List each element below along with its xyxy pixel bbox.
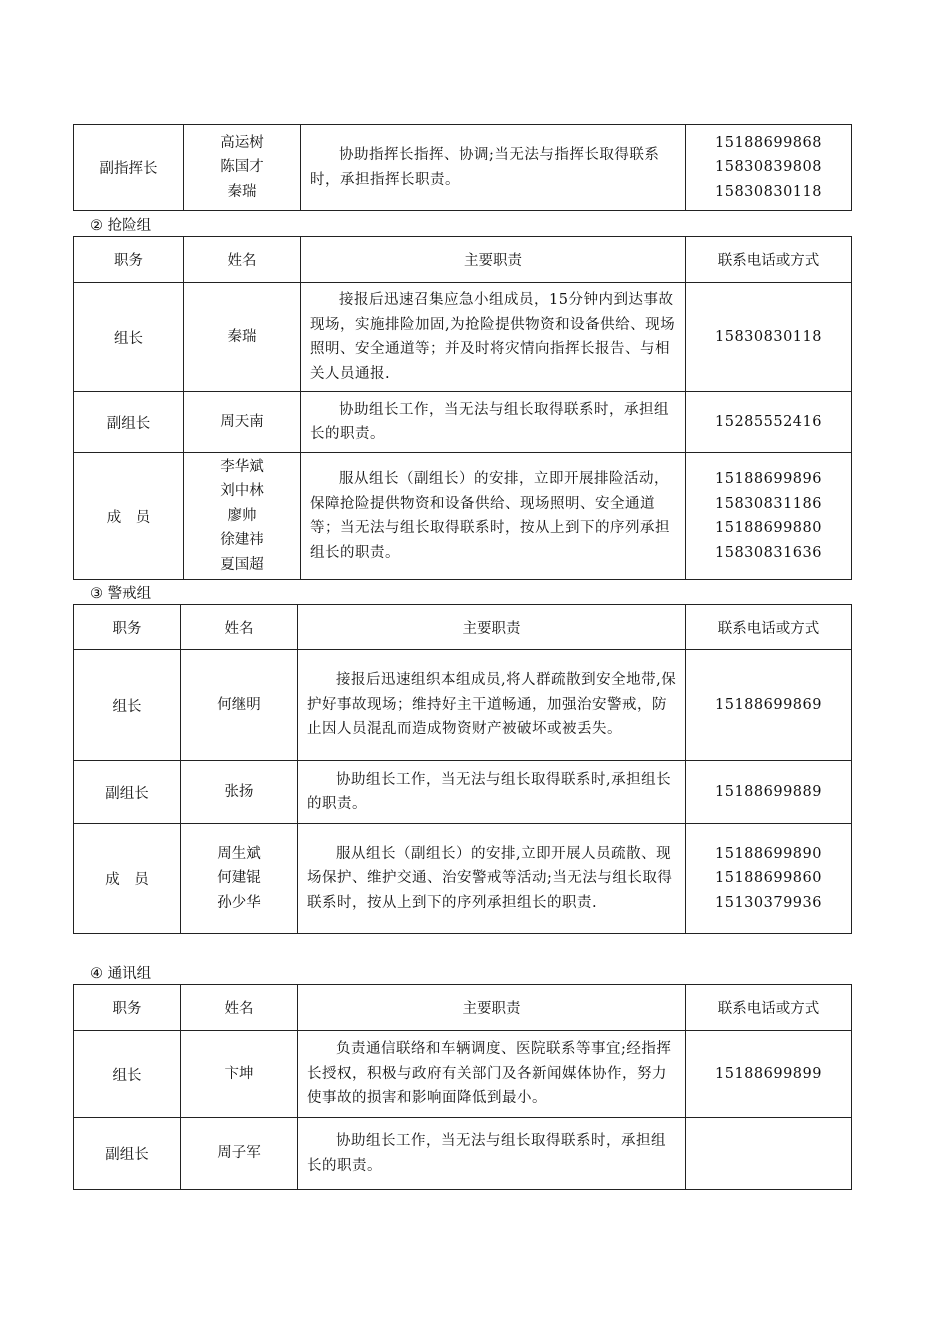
phone: 15830831186 [715, 495, 822, 512]
table-row [74, 392, 852, 453]
comm-table [73, 984, 852, 1190]
names-cell [184, 283, 301, 392]
table-row [74, 125, 852, 211]
duty-cell [301, 125, 686, 211]
header-row [74, 605, 852, 650]
name: 高运树 [220, 134, 264, 151]
names-cell [184, 453, 301, 580]
phones-cell [686, 1118, 852, 1190]
phone: 15188699899 [715, 1065, 822, 1082]
role-cell: 副指挥长 [74, 125, 184, 211]
phone: 15830831636 [715, 544, 822, 561]
phone: 15188699868 [715, 134, 822, 151]
name: 李华斌 [220, 458, 264, 475]
role-cell: 组长 [74, 1031, 181, 1118]
phones-cell [686, 283, 852, 392]
role-cell: 副组长 [74, 761, 181, 824]
phone: 15830830118 [715, 183, 822, 200]
names-cell [181, 650, 298, 761]
role-cell: 成 员 [74, 824, 181, 934]
duty-text: 接报后迅速召集应急小组成员，15分钟内到达事故现场，实施排险加固,为抢险提供物资和设备供给、现场照明、安全通道等；并及时将灾情向指挥长报告、与相关人员通报. [310, 292, 676, 382]
names-cell [181, 761, 298, 824]
name: 何建锟 [217, 870, 261, 887]
duty-cell [298, 824, 686, 934]
duty-text: 接报后迅速组织本组成员,将人群疏散到安全地带,保护好事故现场；维持好主干道畅通，加强治安警戒，防止因人员混乱而造成物资财产被破坏或被丢失。 [307, 672, 677, 738]
name: 廖帅 [227, 507, 257, 524]
name: 陈国才 [220, 159, 264, 176]
role-cell: 副组长 [74, 1118, 181, 1190]
phones-cell [686, 824, 852, 934]
phone: 15188699880 [715, 520, 822, 536]
duty-cell [298, 1031, 686, 1118]
phones-cell [686, 453, 852, 580]
phone: 15188699860 [715, 870, 822, 887]
name: 周生斌 [217, 845, 261, 862]
table-row [74, 650, 852, 761]
duty-cell [301, 283, 686, 392]
duty-text: 服从组长（副组长）的安排，立即开展排险活动，保障抢险提供物资和设备供给、现场照明、安全通道等；当无法与组长取得联系时，按从上到下的序列承担组长的职责。 [310, 471, 670, 561]
header-role: 职务 [74, 985, 181, 1031]
duty-cell [301, 392, 686, 453]
duty-cell [298, 1118, 686, 1190]
phones-cell [686, 125, 852, 211]
names-cell [181, 824, 298, 934]
duty-text: 协助组长工作，当无法与组长取得联系时,承担组长的职责。 [307, 771, 672, 812]
section-title-comm: ④ 通讯组 [90, 966, 152, 982]
name: 周天南 [220, 413, 264, 430]
role-cell: 组长 [74, 283, 184, 392]
section-title-guard: ③ 警戒组 [90, 586, 152, 602]
name: 张扬 [224, 783, 254, 800]
phone: 15188699896 [715, 471, 822, 487]
duty-text: 负责通信联络和车辆调度、医院联系等事宜;经指挥长授权，积极与政府有关部门及各新闻媒体协作，努力使事故的损害和影响面降低到最小。 [307, 1041, 672, 1107]
role-cell: 成 员 [74, 453, 184, 580]
name: 何继明 [217, 696, 261, 713]
header-duty: 主要职责 [298, 605, 686, 650]
guard-table [73, 604, 852, 934]
phone: 15285552416 [715, 413, 822, 430]
table-row [74, 824, 852, 934]
names-cell [181, 1031, 298, 1118]
header-role: 职务 [74, 237, 184, 283]
table-row [74, 283, 852, 392]
deputy-commander-table [73, 124, 852, 211]
name: 卞坤 [224, 1065, 254, 1082]
name: 夏国超 [220, 556, 264, 573]
phone: 15188699889 [715, 783, 822, 800]
header-row [74, 237, 852, 283]
table-row [74, 1031, 852, 1118]
role-cell: 副组长 [74, 392, 184, 453]
table-row [74, 1118, 852, 1190]
header-role: 职务 [74, 605, 181, 650]
phone: 15830839808 [715, 159, 822, 176]
rescue-table [73, 236, 852, 580]
duty-text: 协助组长工作，当无法与组长取得联系时，承担组长的职责。 [310, 401, 669, 442]
name: 秦瑞 [227, 328, 257, 345]
name: 徐建祎 [220, 532, 264, 549]
phone: 15188699869 [715, 696, 822, 713]
header-name: 姓名 [181, 605, 298, 650]
header-name: 姓名 [181, 985, 298, 1031]
names-cell [181, 1118, 298, 1190]
header-name: 姓名 [184, 237, 301, 283]
phones-cell [686, 761, 852, 824]
header-duty: 主要职责 [301, 237, 686, 283]
names-cell [184, 392, 301, 453]
duty-cell [298, 761, 686, 824]
table-row [74, 761, 852, 824]
table-row [74, 453, 852, 580]
header-contact: 联系电话或方式 [686, 985, 852, 1031]
header-contact: 联系电话或方式 [686, 605, 852, 650]
duty-text: 协助组长工作，当无法与组长取得联系时，承担组长的职责。 [307, 1133, 666, 1174]
phones-cell [686, 650, 852, 761]
duty-text: 协助指挥长指挥、协调;当无法与指挥长取得联系时，承担指挥长职责。 [310, 147, 660, 188]
duty-cell [298, 650, 686, 761]
phone: 15188699890 [715, 845, 822, 862]
phone: 15130379936 [715, 894, 822, 911]
section-title-rescue: ② 抢险组 [90, 218, 152, 234]
phones-cell [686, 1031, 852, 1118]
header-duty: 主要职责 [298, 985, 686, 1031]
phones-cell [686, 392, 852, 453]
name: 孙少华 [217, 894, 261, 911]
names-cell [184, 125, 301, 211]
name: 秦瑞 [227, 183, 257, 200]
duty-text: 服从组长（副组长）的安排,立即开展人员疏散、现场保护、维护交通、治安警戒等活动;当无法与组长取得联系时，按从上到下的序列承担组长的职责. [307, 845, 673, 911]
header-contact: 联系电话或方式 [686, 237, 852, 283]
name: 刘中林 [220, 483, 264, 500]
phone: 15830830118 [715, 328, 822, 345]
name: 周子军 [217, 1145, 261, 1162]
duty-cell [301, 453, 686, 580]
header-row [74, 985, 852, 1031]
role-cell: 组长 [74, 650, 181, 761]
